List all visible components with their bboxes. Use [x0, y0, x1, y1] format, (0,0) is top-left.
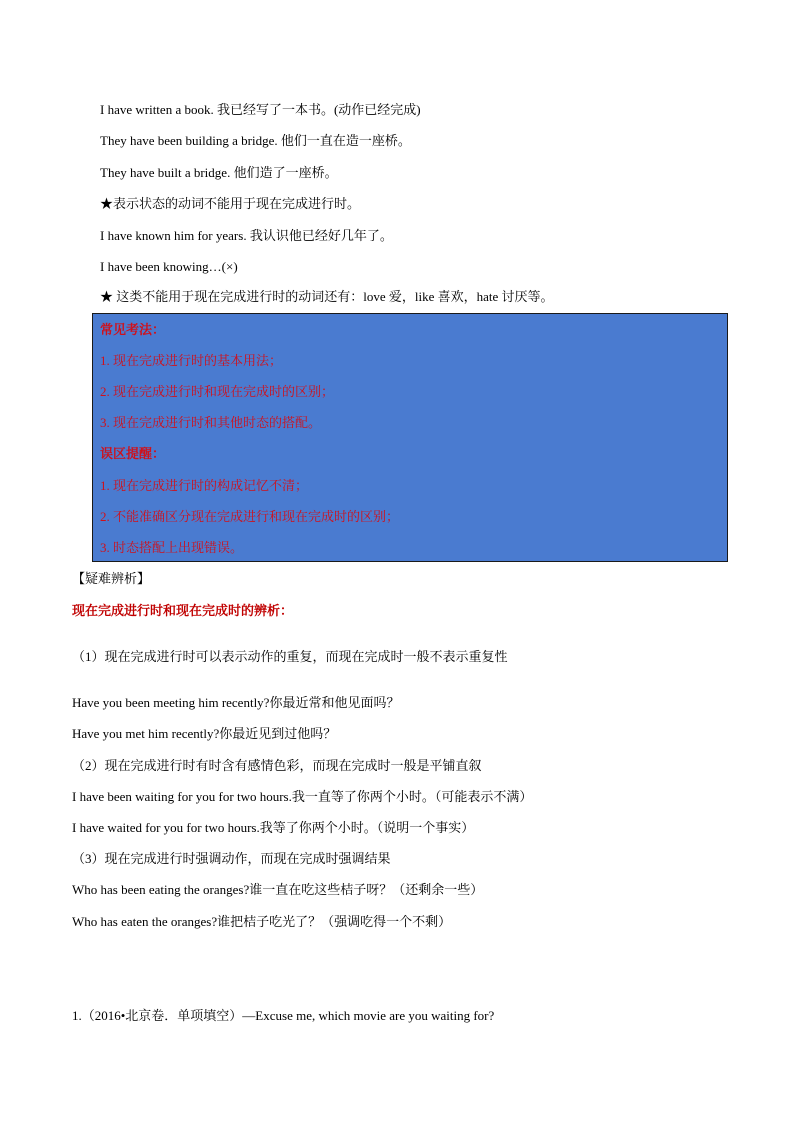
question-text: 1.（2016•北京卷．单项填空）—Excuse me, which movie are you waiting for? — [72, 1008, 495, 1023]
analysis-line: （3）现在完成进行时强调动作，而现在完成时强调结果 — [72, 851, 391, 866]
box-item: 1. 现在完成进行时的构成记忆不清； — [100, 478, 309, 493]
box-heading-pitfalls: 误区提醒： — [100, 446, 166, 461]
analysis-line: （2）现在完成进行时有时含有感情色彩，而现在完成时一般是平铺直叙 — [72, 758, 482, 773]
box-item: 2. 现在完成进行时和现在完成时的区别； — [100, 384, 335, 399]
section-title: 现在完成进行时和现在完成时的辨析： — [72, 603, 294, 618]
example-line: I have known him for years. 我认识他已经好几年了。 — [100, 228, 393, 243]
note-line: ★ 这类不能用于现在完成进行时的动词还有：love 爱，like 喜欢，hate 讨厌等。 — [100, 289, 554, 304]
example-line: They have built a bridge. 他们造了一座桥。 — [100, 165, 338, 180]
analysis-line: Who has been eating the oranges?谁一直在吃这些桔子呀？（还剩余一些） — [72, 882, 484, 897]
box-heading-exam-points: 常见考法： — [100, 322, 166, 337]
bracket-title: 【疑难辨析】 — [72, 571, 151, 586]
example-line: I have been knowing…(×) — [100, 259, 238, 274]
exam-tips-box — [92, 313, 728, 562]
box-item: 2. 不能准确区分现在完成进行和现在完成时的区别； — [100, 509, 400, 524]
box-item: 3. 时态搭配上出现错误。 — [100, 540, 244, 555]
analysis-line: Who has eaten the oranges?谁把桔子吃光了？（强调吃得一个不剩） — [72, 914, 452, 929]
example-line: I have written a book. 我已经写了一本书。(动作已经完成) — [100, 102, 421, 117]
analysis-line: Have you been meeting him recently?你最近常和他见面吗？ — [72, 695, 400, 710]
box-item: 1. 现在完成进行时的基本用法； — [100, 353, 283, 368]
box-item: 3. 现在完成进行时和其他时态的搭配。 — [100, 415, 322, 430]
analysis-line: Have you met him recently?你最近见到过他吗？ — [72, 726, 337, 741]
analysis-line: I have been waiting for you for two hours.我一直等了你两个小时。（可能表示不满） — [72, 789, 533, 804]
analysis-line: （1）现在完成进行时可以表示动作的重复，而现在完成时一般不表示重复性 — [72, 649, 508, 664]
example-line: They have been building a bridge. 他们一直在造一座桥。 — [100, 133, 411, 148]
note-line: ★表示状态的动词不能用于现在完成进行时。 — [100, 196, 361, 211]
analysis-line: I have waited for you for two hours.我等了你两个小时。（说明一个事实） — [72, 820, 475, 835]
